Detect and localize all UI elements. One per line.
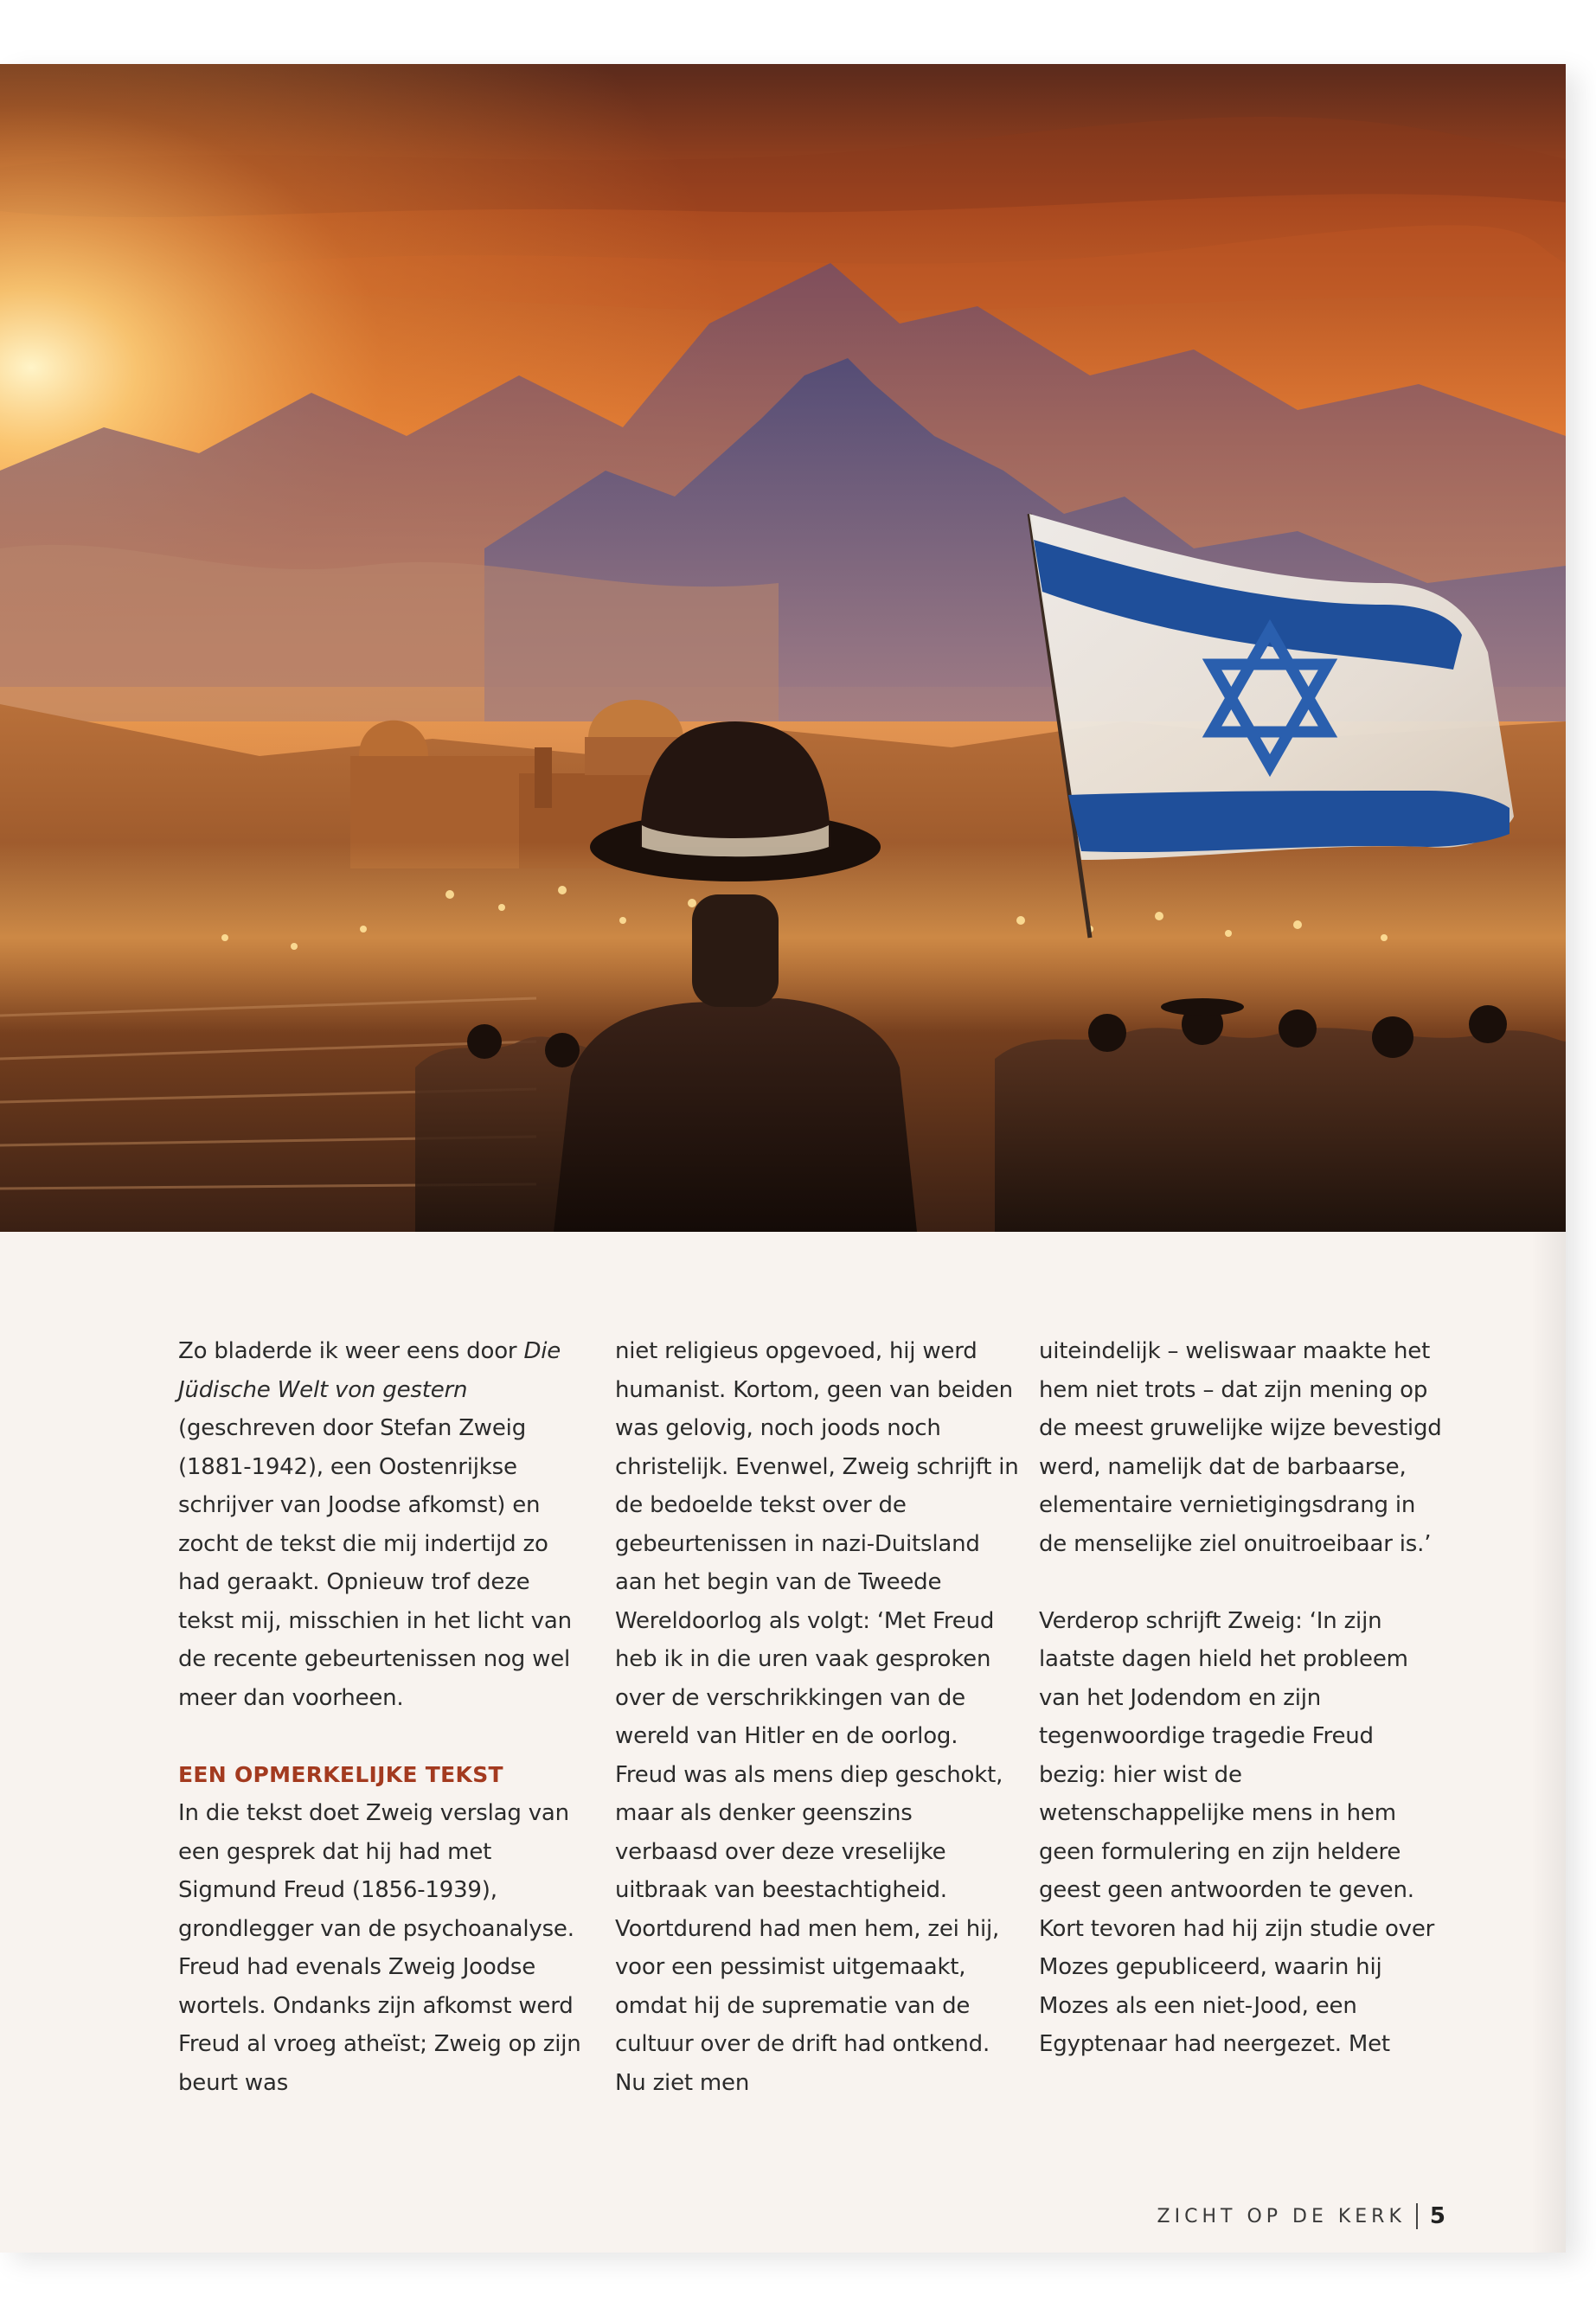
book-title: Die Jüdische Welt von gestern	[178, 1338, 561, 1403]
hero-photo	[0, 64, 1566, 1232]
paragraph-freud: In die tekst doet Zweig verslag van een gesprek dat hij had met Sigmund Freud (1856-1939), grondlegger van de psychoanalyse. Freud had evenals Zweig Joodse wortels. Ondanks zijn afkomst werd Freud al vroeg atheïst; Zweig op zijn beurt was	[178, 1800, 581, 2096]
footer-divider	[1416, 2203, 1418, 2229]
section-heading: EEN OPMERKELIJKE TEKST	[178, 1761, 503, 1787]
intro-text: Zo bladerde ik weer eens door	[178, 1338, 524, 1364]
paragraph-intro	[178, 1332, 585, 1717]
intro-text-rest: (geschreven door Stefan Zweig (1881-1942), een Oostenrijkse schrijver van Joodse afkomst) en zocht de tekst die mij indertijd zo had geraakt. Opnieuw trof deze tekst mij, misschien in het licht van de recente gebeurtenissen nog wel meer dan voorheen.	[178, 1415, 572, 1711]
magazine-name: ZICHT OP DE KERK	[1157, 2205, 1406, 2227]
page-footer	[1157, 2201, 1445, 2232]
article-column-1	[178, 1332, 585, 2102]
paragraph-zweig-quote: niet religieus opgevoed, hij werd humanist. Kortom, geen van beiden was gelovig, noch joods noch christelijk. Evenwel, Zweig schrijft in de bedoelde tekst over de gebeurtenissen in nazi-Duitsland aan het begin van de Tweede Wereldoorlog als volgt: ‘Met Freud heb ik in die uren vaak gesproken over de verschrikkingen van de wereld van Hitler en de oorlog. Freud was als mens diep geschokt, maar als denker geenszins verbaasd over deze vreselijke uitbraak van beestachtigheid. Voortdurend had men hem, zei hij, voor een pessimist uitgemaakt, omdat hij de suprematie van de cultuur over de drift had ontkend. Nu ziet men	[615, 1338, 1019, 2096]
paragraph-verderop: Verderop schrijft Zweig: ‘In zijn laatste dagen hield het probleem van het Jodendom en zijn tegenwoordige tragedie Freud bezig: hier wist de wetenschappelijke mens in hem geen formulering en zijn heldere geest geen antwoorden te geven. Kort tevoren had hij zijn studie over Mozes gepubliceerd, waarin hij Mozes als een niet-Jood, een Egyptenaar had neergezet. Met	[1039, 1607, 1435, 2057]
paragraph-quote-end: uiteindelijk – weliswaar maakte het hem niet trots – dat zijn mening op de meest gruwelijke wijze bevestigd werd, namelijk dat de barbaarse, elementaire vernietigingsdrang in de menselijke ziel onuitroeibaar is.’	[1039, 1338, 1442, 1557]
article-column-2	[615, 1332, 1022, 2102]
page-number: 5	[1429, 2203, 1445, 2229]
article-column-3	[1039, 1332, 1445, 2064]
